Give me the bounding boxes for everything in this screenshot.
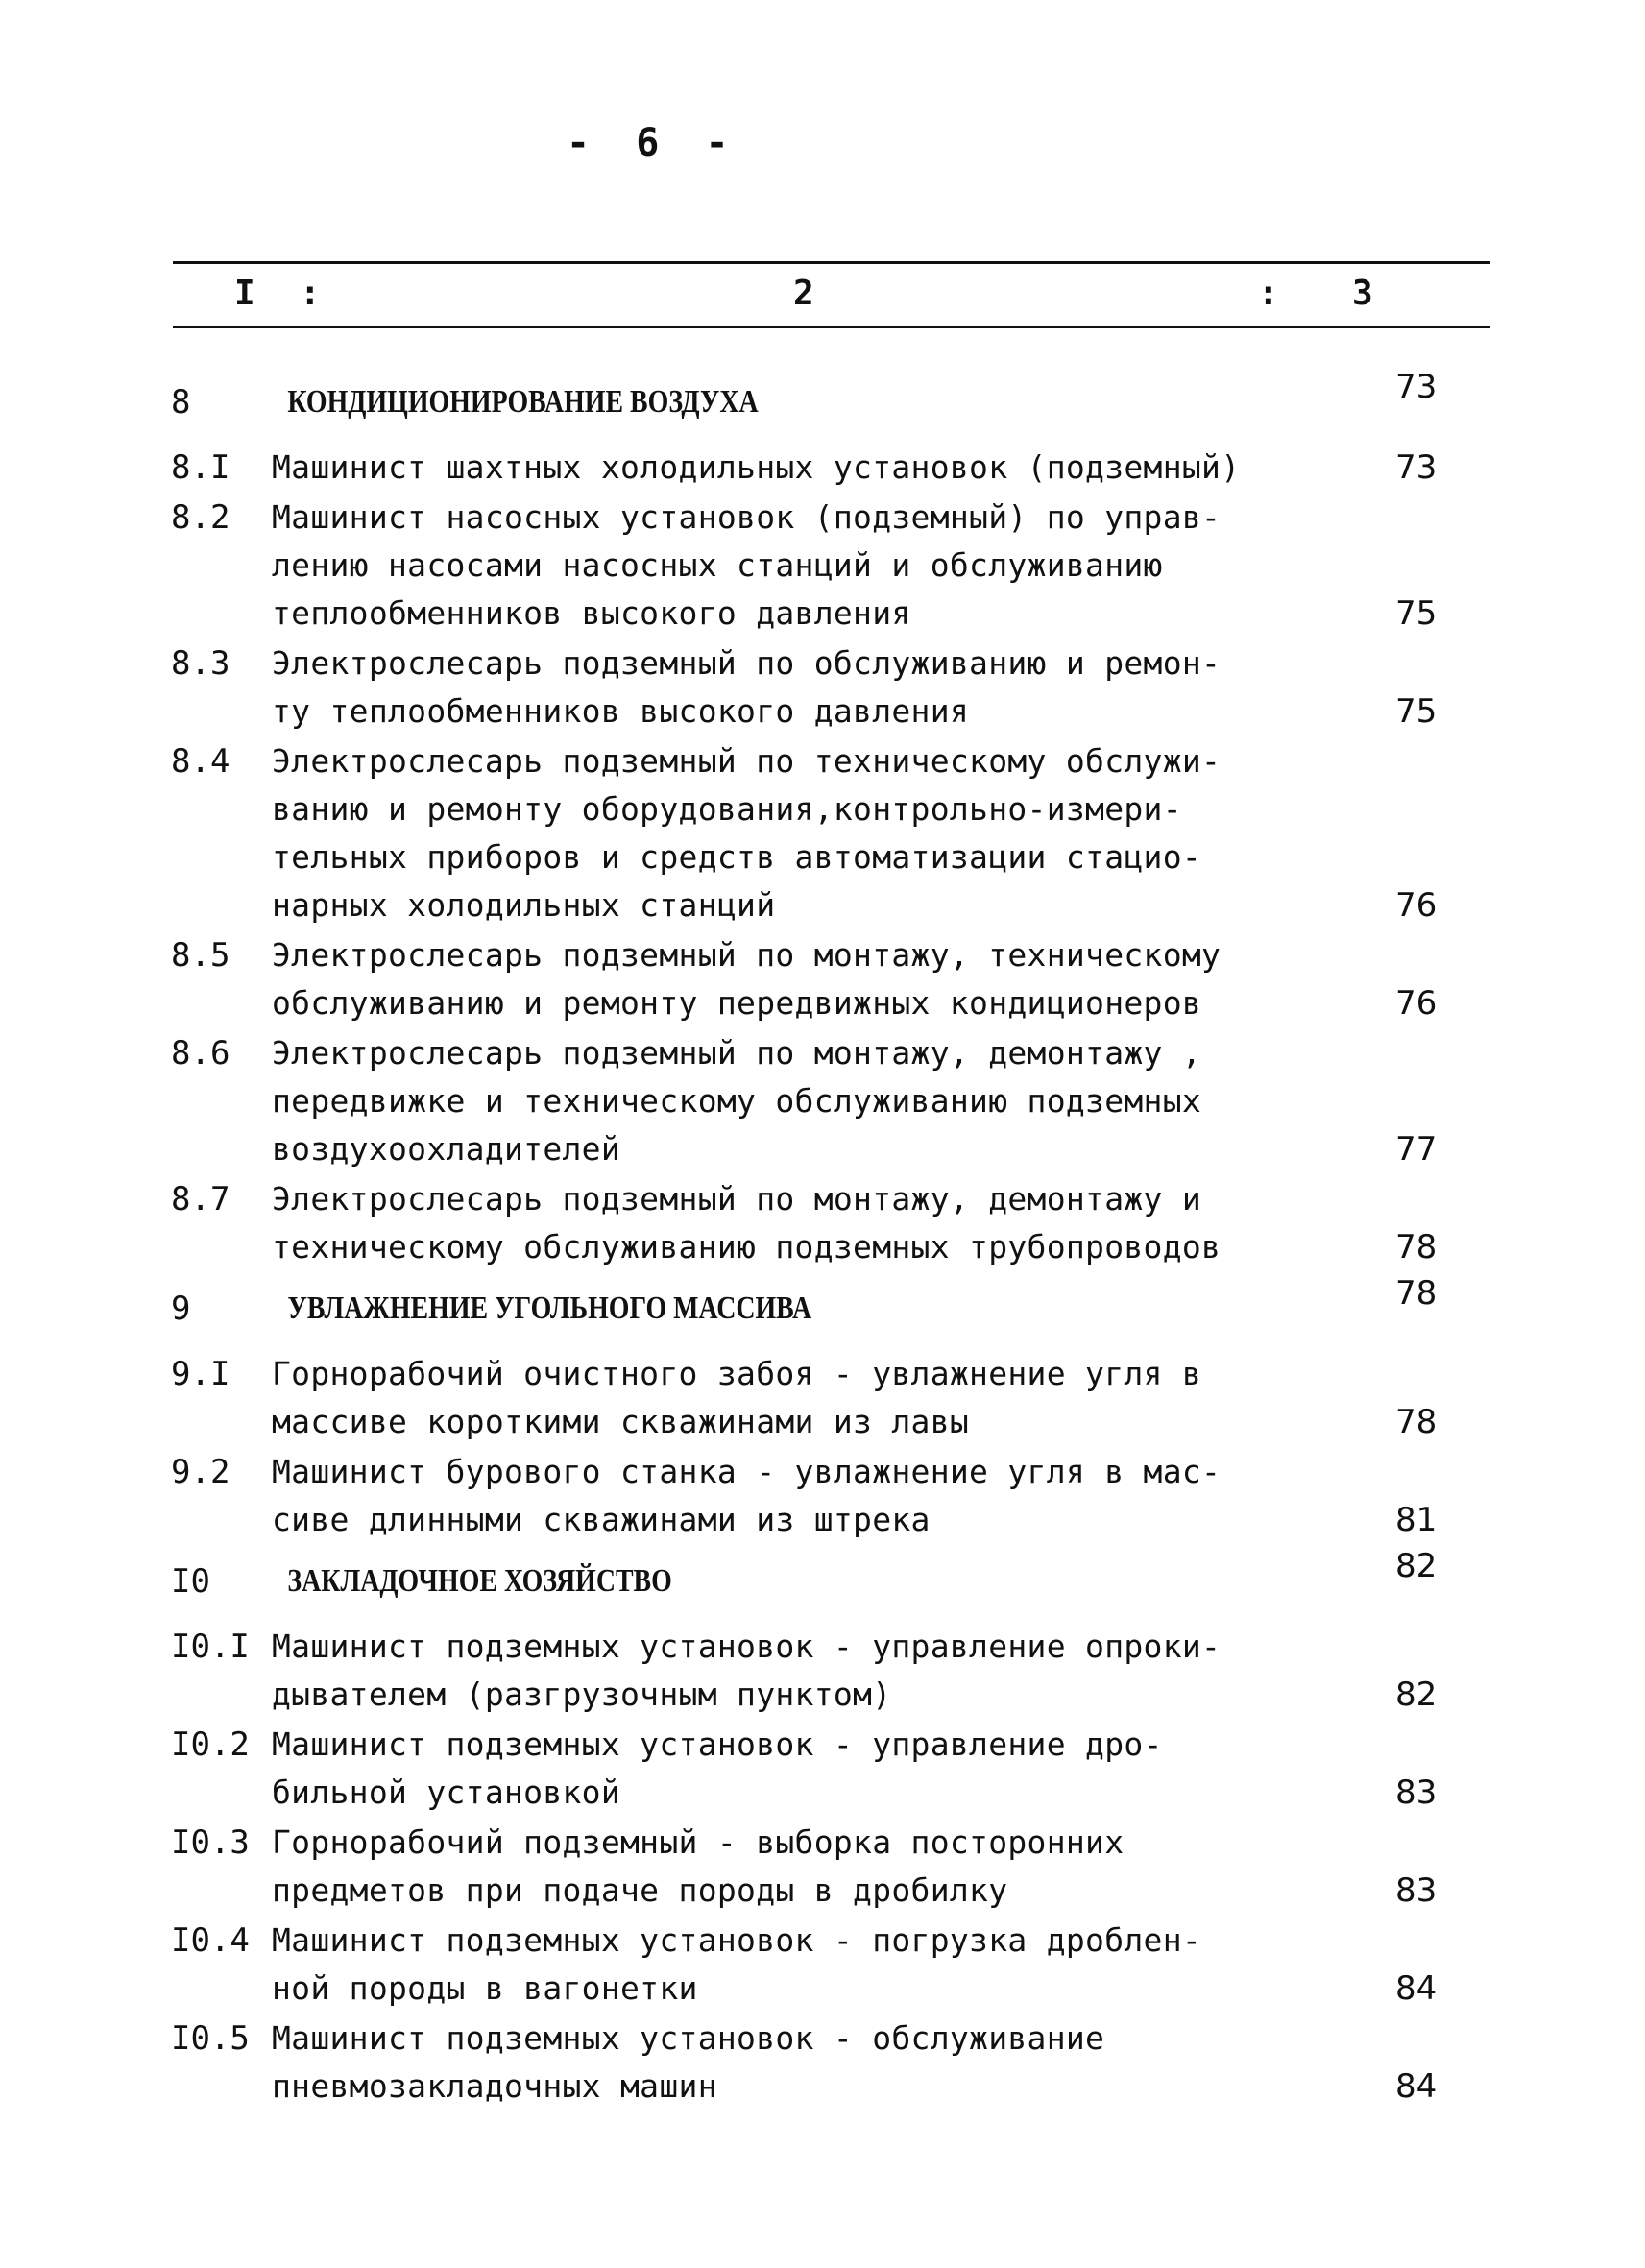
entry-number: 8 [171,383,191,422]
entry-title-line: бильной установкой [272,1773,621,1811]
toc-entry-row [0,2015,1645,2111]
entry-title [272,1029,1280,1173]
entry-title-line: Машинист подземных установок - управление опроки- [272,1628,1222,1665]
toc-entry-row [0,1917,1645,2013]
entry-title-line: нарных холодильных станций [272,886,776,924]
entry-title-line: ной породы в вагонетки [272,1969,698,2007]
entry-title-line: КОНДИЦИОНИРОВАНИЕ ВОЗДУХА [287,384,759,420]
entry-title-line: ванию и ремонту оборудования,контрольно-измери- [272,790,1182,828]
entry-title [272,737,1280,929]
entry-title-line: пневмозакладочных машин [272,2067,717,2105]
entry-title-line: Электрослесарь подземный по монтажу, техническому [272,936,1222,974]
entry-number: I0.4 [171,1921,250,1960]
section-title [272,1557,1099,1605]
entry-number: I0.I [171,1628,250,1666]
entry-title-line: сиве длинными скважинами из штрека [272,1501,931,1538]
entry-title-line: техническому обслуживанию подземных трубопроводов [272,1228,1222,1266]
entry-number: I0 [171,1562,210,1601]
entry-number: I0.2 [171,1725,250,1764]
entry-page-number: 76 [1395,886,1438,925]
toc-entry-row [0,931,1645,1027]
entry-title-line: воздухоохладителей [272,1130,621,1168]
entry-number: 8.4 [171,742,230,781]
entry-title-line: Горнорабочий очистного забоя - увлажнение угля в [272,1355,1202,1392]
entry-number: 9.2 [171,1453,230,1491]
entry-number: 8.6 [171,1034,230,1073]
entry-title-line: Электрослесарь подземный по монтажу, демонтажу и [272,1180,1202,1218]
entry-page-number: 78 [1395,1274,1438,1313]
toc-entry-row [0,639,1645,736]
entry-page-number: 73 [1395,448,1438,487]
toc-entry-row [0,1350,1645,1446]
entry-title [272,1819,1280,1915]
section-heading-row [0,1274,1645,1333]
entry-number: I0.3 [171,1823,250,1862]
entry-number: 8.3 [171,644,230,683]
entry-title [272,1448,1280,1544]
header-separator-1: : [300,274,321,313]
entry-page-number: 83 [1395,1773,1438,1812]
entry-title-line: Машинист шахтных холодильных установок (подземный) [272,448,1241,486]
entry-title-line: Машинист подземных установок - управление дро- [272,1725,1163,1763]
entry-title-line: Электрослесарь подземный по техническому обслужи- [272,742,1222,780]
entry-page-number: 84 [1395,1969,1438,2008]
entry-number: 9.I [171,1355,230,1393]
entry-title-line: дывателем (разгрузочным пунктом) [272,1676,892,1713]
entry-title-line: Машинист подземных установок - обслуживание [272,2019,1105,2057]
entry-page-number: 83 [1395,1871,1438,1910]
section-title [272,378,1099,426]
entry-page-number: 73 [1395,368,1438,406]
entry-title [272,1623,1280,1719]
entry-title-line: Машинист подземных установок - погрузка дроблен- [272,1921,1202,1959]
entry-title [272,639,1280,736]
toc-entry-row [0,1721,1645,1817]
toc-entry-row [0,444,1645,492]
entry-number: I0.5 [171,2019,250,2058]
header-col-1: I [234,274,255,313]
toc-entry-row [0,494,1645,638]
entry-title-line: Горнорабочий подземный - выборка посторонних [272,1823,1125,1861]
entry-title [272,1350,1280,1446]
entry-title [272,2015,1280,2111]
entry-number: 8.5 [171,936,230,975]
toc-entry-row [0,737,1645,929]
entry-number: 8.2 [171,498,230,537]
entry-title-line: обслуживанию и ремонту передвижных кондиционеров [272,984,1202,1022]
entry-title [272,1917,1280,2013]
entry-title [272,931,1280,1027]
entry-title-line: ту теплообменников высокого давления [272,692,970,730]
entry-title-line: передвижке и техническому обслуживанию подземных [272,1082,1202,1120]
entry-page-number: 82 [1395,1547,1438,1585]
section-heading-row [0,1547,1645,1605]
entry-page-number: 78 [1395,1403,1438,1441]
table-header [0,274,1645,316]
entry-title [272,494,1280,638]
toc-entry-row [0,1029,1645,1173]
toc-entry-row [0,1623,1645,1719]
entry-title-line: Электрослесарь подземный по монтажу, демонтажу , [272,1034,1202,1072]
toc-entry-row [0,1819,1645,1915]
entry-title-line: теплообменников высокого давления [272,594,911,632]
entry-number: 8.I [171,448,230,487]
header-col-3: 3 [1352,274,1373,313]
entry-page-number: 82 [1395,1676,1438,1714]
entry-title-line: Машинист насосных установок (подземный) по управ- [272,498,1222,536]
entry-title-line: массиве короткими скважинами из лавы [272,1403,970,1440]
header-col-2: 2 [793,274,814,313]
entry-title-line: Машинист бурового станка - увлажнение угля в мас- [272,1453,1222,1490]
entry-number: 8.7 [171,1180,230,1218]
entry-number: 9 [171,1290,191,1328]
section-title [272,1285,1099,1333]
entry-title-line: предметов при подаче породы в дробилку [272,1871,1008,1909]
toc-entry-row [0,1175,1645,1271]
entry-title [272,444,1280,492]
toc-entry-row [0,1448,1645,1544]
entry-title-line: лению насосами насосных станций и обслуживанию [272,546,1163,584]
entry-page-number: 77 [1395,1130,1438,1169]
header-separator-2: : [1258,274,1279,313]
table-of-contents [0,365,1645,2112]
table-header-rule [173,326,1490,328]
entry-page-number: 75 [1395,594,1438,633]
table-top-rule [173,261,1490,264]
entry-title-line: Электрослесарь подземный по обслуживанию и ремон- [272,644,1222,682]
section-heading-row [0,368,1645,426]
entry-page-number: 84 [1395,2067,1438,2106]
entry-page-number: 78 [1395,1228,1438,1267]
entry-title-line: тельных приборов и средств автоматизации стацио- [272,838,1202,876]
entry-title-line: ЗАКЛАДОЧНОЕ ХОЗЯЙСТВО [287,1563,672,1599]
entry-page-number: 75 [1395,692,1438,731]
entry-title-line: УВЛАЖНЕНИЕ УГОЛЬНОГО МАССИВА [287,1291,812,1326]
page-number: - 6 - [567,121,729,165]
entry-title [272,1721,1280,1817]
entry-page-number: 81 [1395,1501,1438,1539]
entry-page-number: 76 [1395,984,1438,1023]
entry-title [272,1175,1280,1271]
